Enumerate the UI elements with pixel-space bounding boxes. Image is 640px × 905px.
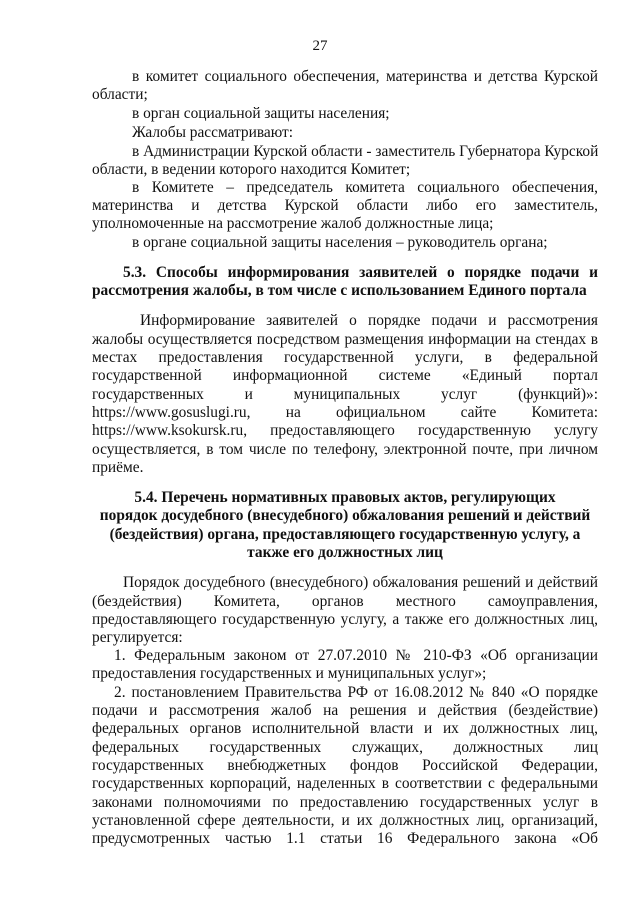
text-line: федеральных государственных служащих, должностных лиц [92, 739, 598, 756]
section-heading-line: порядок досудебного (внесудебного) обжалования решений и действий [99, 507, 591, 524]
text-line: в органе социальной защиты населения – руководитель органа; [132, 234, 548, 251]
text-line: области; [92, 86, 148, 103]
text-line: (бездействия) Комитета, органов местного самоуправления, [92, 593, 598, 610]
section-heading-line: 5.4. Перечень нормативных правовых актов, регулирующих [134, 489, 556, 506]
section-heading-line: (бездействия) органа, предоставляющего государственную услугу, а [109, 526, 581, 543]
text-line: государственных внебюджетных фондов Российской Федерации, [92, 757, 598, 774]
text-line: https://www.gosuslugi.ru, на официальном сайте Комитета: [92, 404, 598, 421]
text-line: подачи и рассмотрения жалоб на решения и действия (бездействие) [92, 702, 598, 719]
text-line: в Комитете – председатель комитета социального обеспечения, [132, 179, 598, 196]
text-line: законами полномочиями по предоставлению государственных услуг в [92, 794, 598, 811]
page-number: 27 [312, 38, 328, 54]
section-heading-line: также его должностных лиц [247, 544, 443, 561]
text-line: материнства и детства Курской области либо его заместитель, [92, 197, 598, 214]
text-line: 2. постановлением Правительства РФ от 16.08.2012 № 840 «О порядке [114, 684, 598, 701]
text-line: предоставляющего государственную услугу, а также его должностных лиц, [92, 611, 598, 628]
text-line: государственной информационной системе «Единый портал [92, 367, 598, 384]
section-heading-line: 5.3. Способы информирования заявителей о порядке подачи и [123, 264, 598, 281]
text-line: государственных корпораций, наделенных в соответствии с федеральными [92, 775, 598, 792]
text-line: в Администрации Курской области - заместитель Губернатора Курской [132, 143, 599, 160]
text-line: в комитет социального обеспечения, материнства и детства Курской [132, 68, 598, 85]
text-line: предусмотренных частью 1.1 статьи 16 Федерального закона «Об [92, 830, 598, 847]
text-line: приёме. [92, 459, 144, 476]
text-line: предоставления государственных и муниципальных услуг»; [92, 665, 487, 682]
text-line: 1. Федеральным законом от 27.07.2010 № 210-ФЗ «Об организации [114, 647, 598, 664]
text-line: области, в ведении которого находится Комитет; [92, 161, 411, 178]
text-line: федеральных органов исполнительной власти и их должностных лиц, [92, 720, 598, 737]
text-line: осуществляется, в том числе по телефону, электронной почте, при личном [92, 441, 598, 458]
text-line: Порядок досудебного (внесудебного) обжалования решений и действий [123, 574, 598, 591]
text-line: Информирование заявителей о порядке подачи и рассмотрения [140, 312, 598, 329]
text-line: местах предоставления государственной услуги, в федеральной [92, 349, 598, 366]
text-line: уполномоченные на рассмотрение жалоб должностные лица; [92, 215, 494, 232]
section-heading-line: рассмотрения жалобы, в том числе с использованием Единого портала [92, 282, 587, 299]
text-line: жалобы осуществляется посредством размещения информации на стендах в [92, 331, 598, 348]
text-line: в орган социальной защиты населения; [132, 105, 390, 122]
text-line: https://www.ksokursk.ru, предоставляющего государственную услугу [92, 422, 598, 439]
text-line: установленной сфере деятельности, и их должностных лиц, организаций, [92, 812, 598, 829]
text-line: Жалобы рассматривают: [132, 124, 294, 141]
text-line: регулируется: [92, 629, 183, 646]
text-line: государственных и муниципальных услуг (функций)»: [92, 386, 598, 403]
